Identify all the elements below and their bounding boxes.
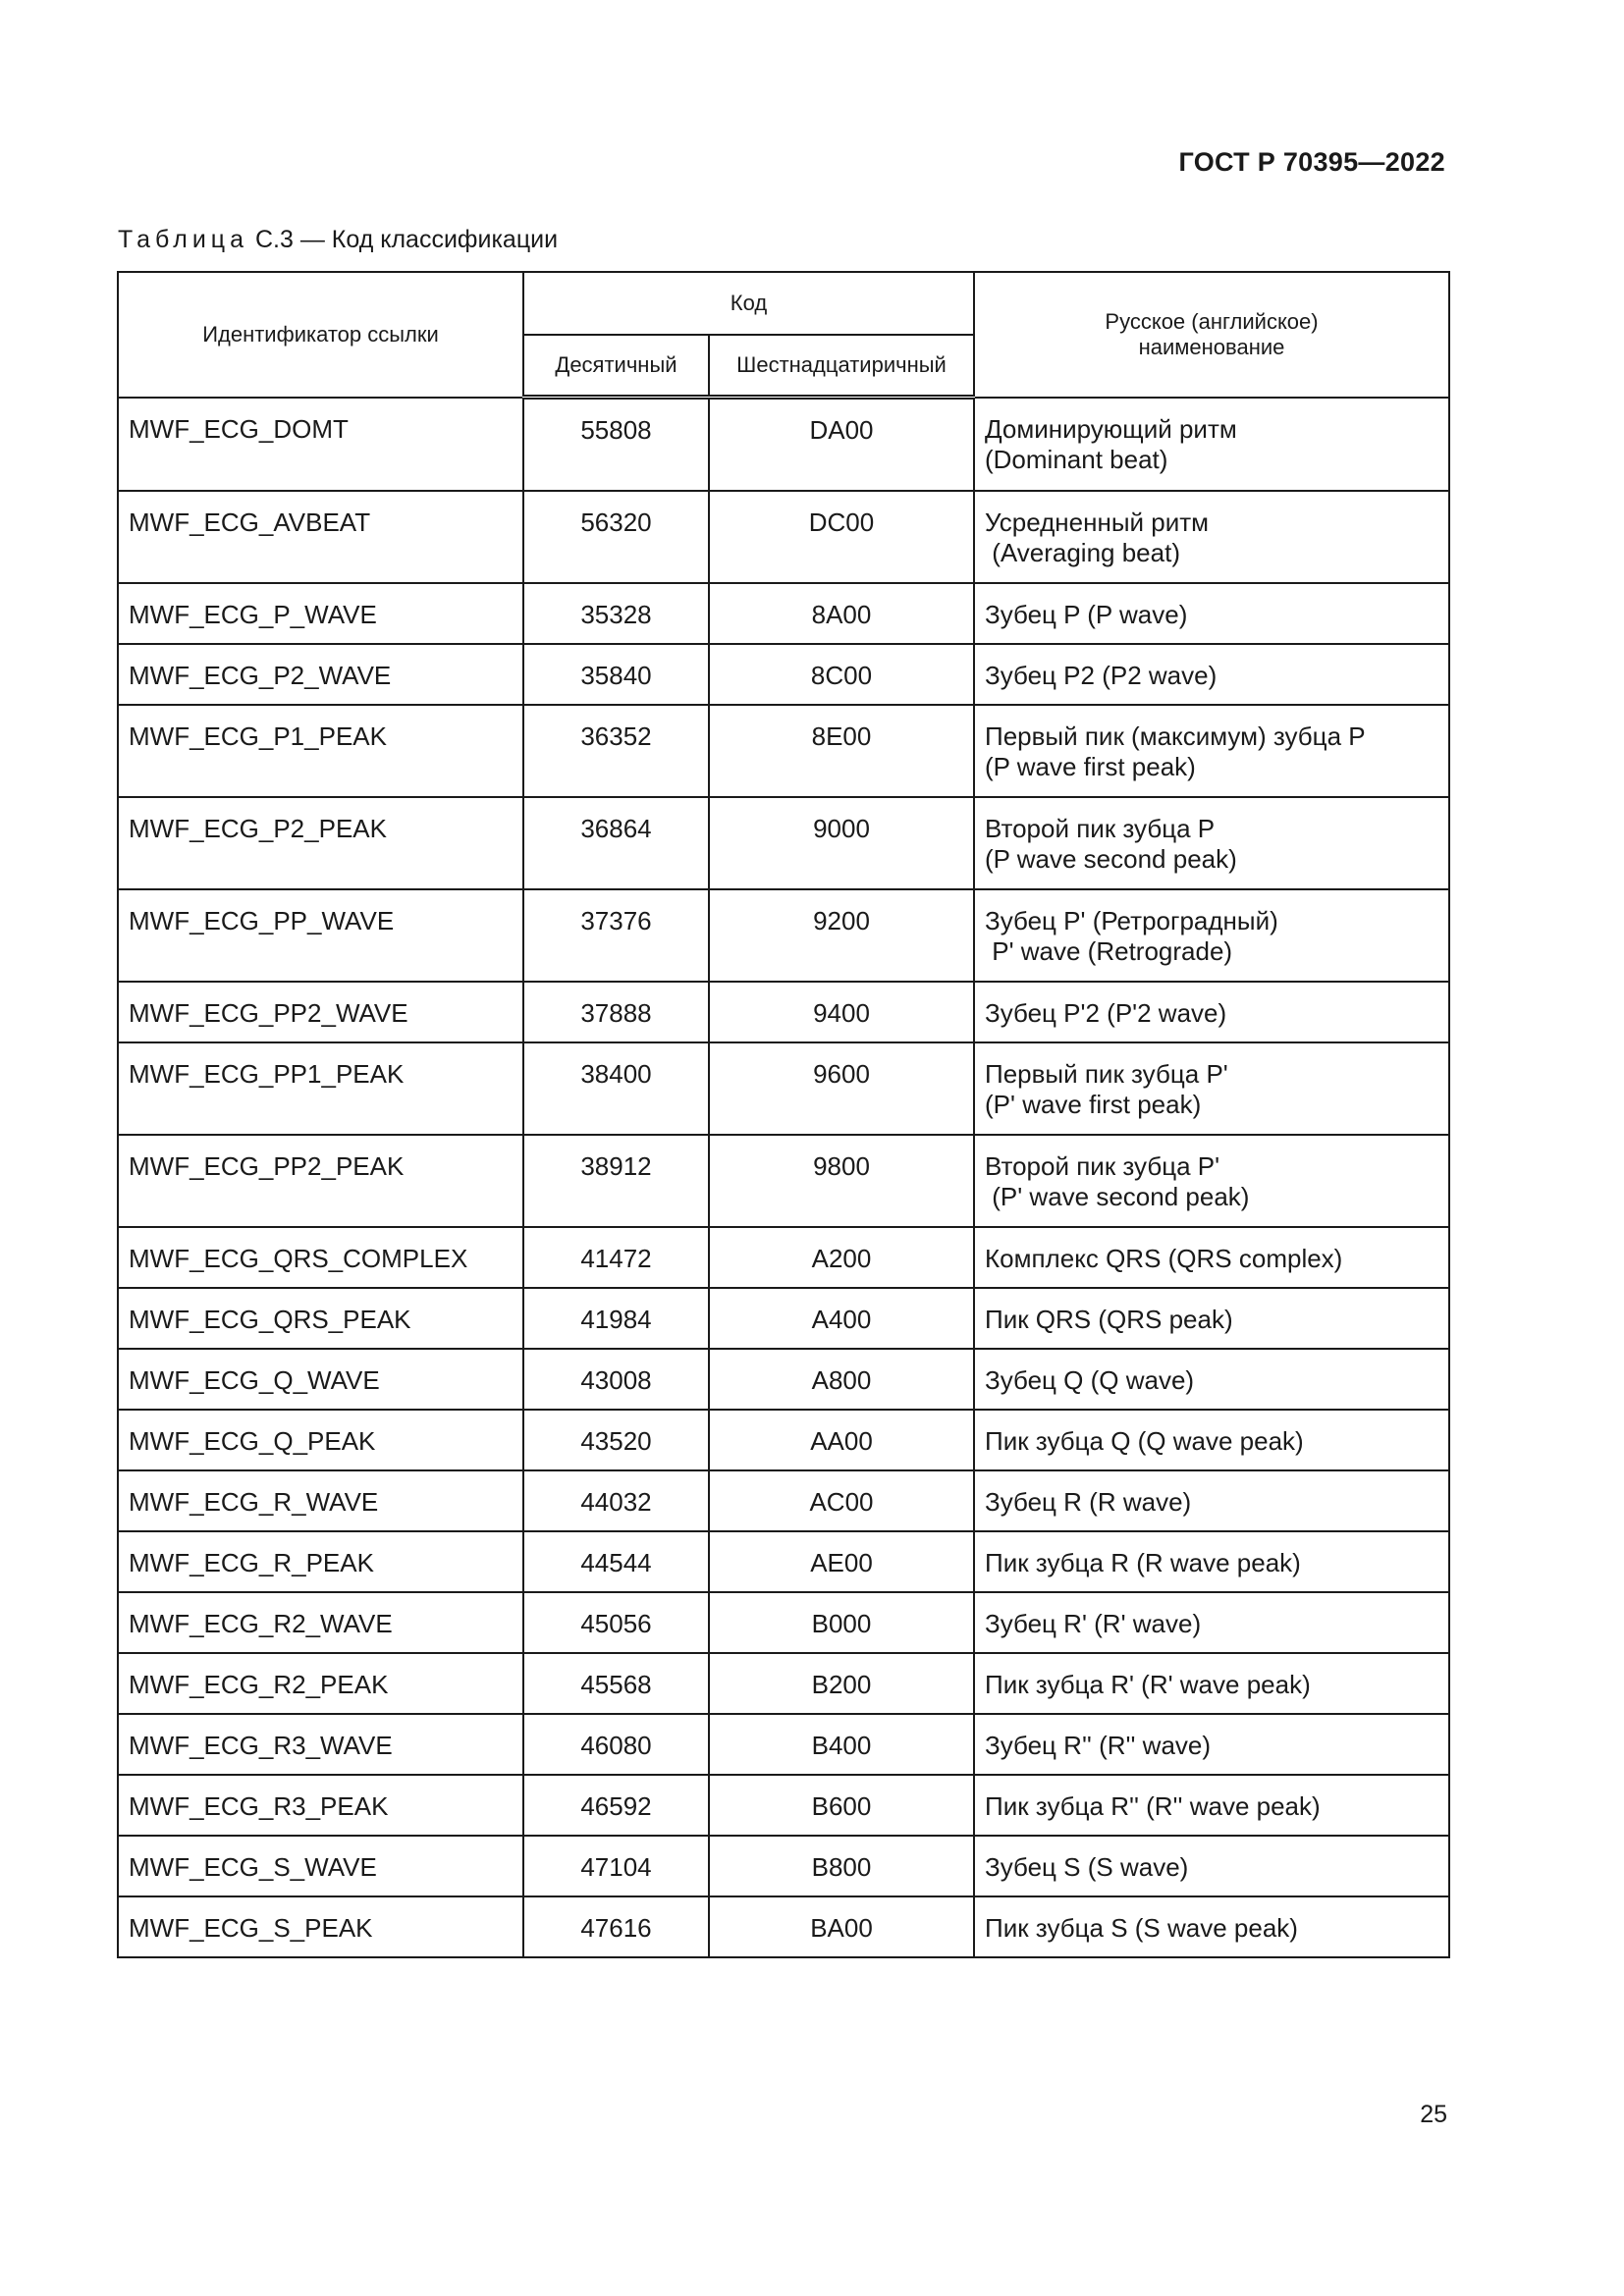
cell-name: Зубец P (P wave): [974, 583, 1449, 644]
cell-hex: B200: [709, 1653, 974, 1714]
cell-name: Пик QRS (QRS peak): [974, 1288, 1449, 1349]
cell-decimal: 47616: [523, 1896, 709, 1957]
cell-id: MWF_ECG_P1_PEAK: [118, 705, 523, 797]
cell-name: Зубец P2 (P2 wave): [974, 644, 1449, 705]
cell-id: MWF_ECG_R2_WAVE: [118, 1592, 523, 1653]
cell-name: Пик зубца S (S wave peak): [974, 1896, 1449, 1957]
cell-decimal: 44032: [523, 1470, 709, 1531]
table-row: [118, 705, 1449, 797]
cell-id: MWF_ECG_QRS_COMPLEX: [118, 1227, 523, 1288]
cell-id: MWF_ECG_P_WAVE: [118, 583, 523, 644]
cell-name: Первый пик зубца P' (P' wave first peak): [974, 1042, 1449, 1135]
cell-id: MWF_ECG_R3_WAVE: [118, 1714, 523, 1775]
cell-name: Пик зубца R'' (R'' wave peak): [974, 1775, 1449, 1836]
cell-name: Усредненный ритм (Averaging beat): [974, 491, 1449, 583]
table-caption: [118, 226, 558, 254]
header-hex: Шестнадцатиричный: [709, 335, 974, 398]
cell-id: MWF_ECG_P2_PEAK: [118, 797, 523, 889]
cell-id: MWF_ECG_S_WAVE: [118, 1836, 523, 1896]
table-row: [118, 1714, 1449, 1775]
cell-name: Зубец P' (Ретроградный) P' wave (Retrograde): [974, 889, 1449, 982]
table-row: [118, 1410, 1449, 1470]
cell-hex: 9000: [709, 797, 974, 889]
cell-decimal: 41984: [523, 1288, 709, 1349]
cell-id: MWF_ECG_Q_PEAK: [118, 1410, 523, 1470]
table-row: [118, 398, 1449, 492]
cell-decimal: 41472: [523, 1227, 709, 1288]
cell-name: Зубец S (S wave): [974, 1836, 1449, 1896]
cell-hex: 9800: [709, 1135, 974, 1227]
table-row: [118, 1592, 1449, 1653]
cell-decimal: 55808: [523, 398, 709, 492]
cell-decimal: 46592: [523, 1775, 709, 1836]
cell-name: Зубец R (R wave): [974, 1470, 1449, 1531]
cell-hex: A200: [709, 1227, 974, 1288]
cell-hex: 8E00: [709, 705, 974, 797]
cell-decimal: 45056: [523, 1592, 709, 1653]
cell-id: MWF_ECG_PP1_PEAK: [118, 1042, 523, 1135]
cell-hex: 8A00: [709, 583, 974, 644]
table-row: [118, 1896, 1449, 1957]
cell-id: MWF_ECG_PP_WAVE: [118, 889, 523, 982]
cell-hex: AA00: [709, 1410, 974, 1470]
cell-id: MWF_ECG_R_PEAK: [118, 1531, 523, 1592]
table-row: [118, 1775, 1449, 1836]
header-decimal: Десятичный: [523, 335, 709, 398]
table-row: [118, 644, 1449, 705]
cell-name: Второй пик зубца P' (P' wave second peak): [974, 1135, 1449, 1227]
table-row: [118, 1653, 1449, 1714]
cell-decimal: 38912: [523, 1135, 709, 1227]
table-body: [118, 398, 1449, 1958]
classification-code-table: [117, 271, 1450, 1958]
cell-name: Зубец Q (Q wave): [974, 1349, 1449, 1410]
table-row: [118, 982, 1449, 1042]
table-row: [118, 1470, 1449, 1531]
cell-hex: B800: [709, 1836, 974, 1896]
cell-name: Пик зубца Q (Q wave peak): [974, 1410, 1449, 1470]
page-number: 25: [1420, 2101, 1447, 2128]
cell-name: Зубец P'2 (P'2 wave): [974, 982, 1449, 1042]
cell-name: Второй пик зубца P (P wave second peak): [974, 797, 1449, 889]
table-row: [118, 1042, 1449, 1135]
cell-id: MWF_ECG_PP2_WAVE: [118, 982, 523, 1042]
cell-decimal: 46080: [523, 1714, 709, 1775]
table-row: [118, 1349, 1449, 1410]
table-row: [118, 1135, 1449, 1227]
cell-id: MWF_ECG_PP2_PEAK: [118, 1135, 523, 1227]
cell-decimal: 38400: [523, 1042, 709, 1135]
table-row: [118, 583, 1449, 644]
cell-hex: A400: [709, 1288, 974, 1349]
cell-hex: B400: [709, 1714, 974, 1775]
cell-id: MWF_ECG_AVBEAT: [118, 491, 523, 583]
cell-id: MWF_ECG_S_PEAK: [118, 1896, 523, 1957]
cell-decimal: 47104: [523, 1836, 709, 1896]
cell-hex: DC00: [709, 491, 974, 583]
table-row: [118, 1227, 1449, 1288]
cell-decimal: 35328: [523, 583, 709, 644]
cell-name: Первый пик (максимум) зубца P (P wave first peak): [974, 705, 1449, 797]
cell-decimal: 37376: [523, 889, 709, 982]
cell-name: Зубец R' (R' wave): [974, 1592, 1449, 1653]
cell-id: MWF_ECG_R3_PEAK: [118, 1775, 523, 1836]
cell-hex: 8C00: [709, 644, 974, 705]
table-header: [118, 272, 1449, 398]
table-caption-label: Таблица: [118, 226, 249, 253]
cell-hex: A800: [709, 1349, 974, 1410]
cell-decimal: 45568: [523, 1653, 709, 1714]
cell-name: Зубец R'' (R'' wave): [974, 1714, 1449, 1775]
cell-hex: 9400: [709, 982, 974, 1042]
cell-name: Комплекс QRS (QRS complex): [974, 1227, 1449, 1288]
table-row: [118, 1288, 1449, 1349]
cell-decimal: 36352: [523, 705, 709, 797]
cell-decimal: 56320: [523, 491, 709, 583]
cell-name: Пик зубца R (R wave peak): [974, 1531, 1449, 1592]
table-caption-text: С.3 — Код классификации: [254, 226, 559, 253]
cell-decimal: 43008: [523, 1349, 709, 1410]
cell-hex: AE00: [709, 1531, 974, 1592]
table-row: [118, 491, 1449, 583]
cell-id: MWF_ECG_P2_WAVE: [118, 644, 523, 705]
cell-id: MWF_ECG_R_WAVE: [118, 1470, 523, 1531]
document-code: ГОСТ Р 70395—2022: [1178, 147, 1445, 177]
cell-hex: 9200: [709, 889, 974, 982]
cell-hex: BA00: [709, 1896, 974, 1957]
cell-id: MWF_ECG_Q_WAVE: [118, 1349, 523, 1410]
table-row: [118, 797, 1449, 889]
cell-decimal: 35840: [523, 644, 709, 705]
cell-name: Пик зубца R' (R' wave peak): [974, 1653, 1449, 1714]
cell-hex: DA00: [709, 398, 974, 492]
cell-decimal: 37888: [523, 982, 709, 1042]
cell-id: MWF_ECG_QRS_PEAK: [118, 1288, 523, 1349]
cell-decimal: 36864: [523, 797, 709, 889]
table-row: [118, 889, 1449, 982]
table-row: [118, 1836, 1449, 1896]
cell-id: MWF_ECG_DOMT: [118, 398, 523, 492]
cell-hex: AC00: [709, 1470, 974, 1531]
cell-decimal: 43520: [523, 1410, 709, 1470]
cell-id: MWF_ECG_R2_PEAK: [118, 1653, 523, 1714]
header-id: Идентификатор ссылки: [118, 272, 523, 398]
header-code: Код: [523, 272, 974, 335]
header-name: Русское (английское) наименование: [974, 272, 1449, 398]
cell-hex: 9600: [709, 1042, 974, 1135]
cell-decimal: 44544: [523, 1531, 709, 1592]
cell-name: Доминирующий ритм (Dominant beat): [974, 398, 1449, 492]
cell-hex: B000: [709, 1592, 974, 1653]
table-row: [118, 1531, 1449, 1592]
cell-hex: B600: [709, 1775, 974, 1836]
